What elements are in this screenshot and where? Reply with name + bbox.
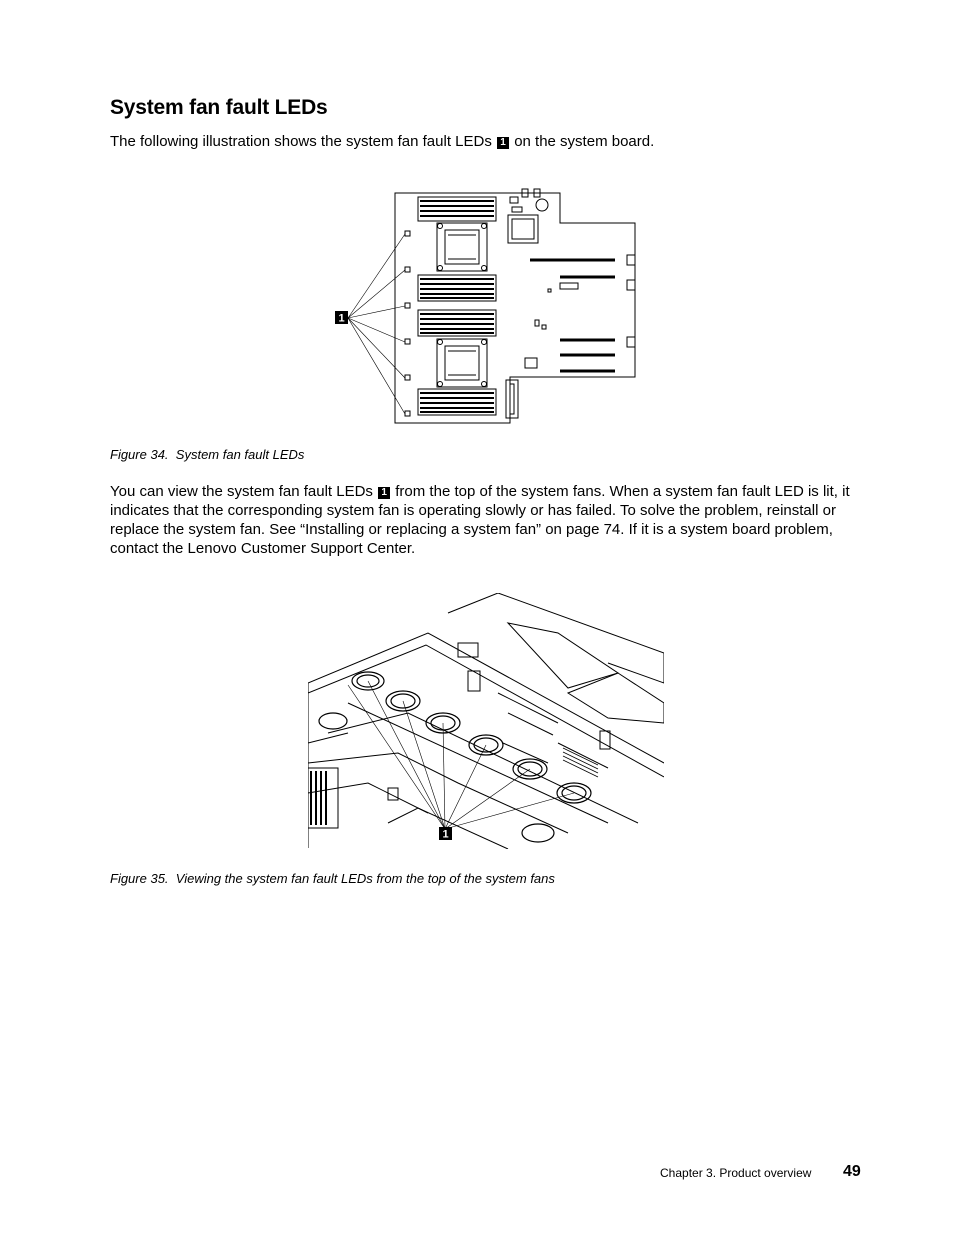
dimm-group-4 [418, 389, 496, 415]
cpu-socket-1 [437, 223, 487, 271]
figure-34-caption-text: System fan fault LEDs [175, 447, 305, 462]
intro-text-before: The following illustration shows the system fan fault LEDs [110, 133, 492, 150]
dimm-group-2 [418, 275, 496, 301]
figure-35-system-fans [308, 593, 664, 849]
figure-35-callout-label: 1 [442, 828, 449, 841]
system-fans-illustration [308, 593, 664, 849]
callout-badge: 1 [378, 487, 390, 499]
cpu-socket-2 [437, 339, 487, 387]
dimm-group-3 [418, 310, 496, 336]
fan-fault-led-markers [405, 231, 410, 416]
callout-badge: 1 [497, 137, 509, 149]
body-text-before: You can view the system fan fault LEDs [110, 483, 373, 500]
section-heading: System fan fault LEDs [110, 96, 328, 119]
body-text-after: from the top of the system fans. When a system fan fault LED is lit, it indicates that the corresponding system fan is operating slowly or has failed. To solve the problem, reinstall or replace the system fan. See “Installing or replacing a system fan” on page 74. If it is a system board problem, contact the Lenovo Customer Support Center. [110, 483, 850, 557]
system-board-illustration [330, 185, 640, 425]
figure-34-system-board [330, 185, 640, 425]
callout-leader-lines [348, 234, 405, 414]
intro-text-after: on the system board. [514, 133, 655, 150]
figure-35-caption [110, 871, 555, 886]
figure-34-callout-label: 1 [338, 312, 345, 325]
figure-35-caption-label: Figure 35. [110, 871, 169, 886]
footer-page-number: 49 [843, 1163, 861, 1180]
footer-chapter: Chapter 3. Product overview [660, 1166, 812, 1180]
intro-paragraph [110, 132, 855, 151]
dimm-group-1 [418, 197, 496, 221]
figure-35-caption-text: Viewing the system fan fault LEDs from the top of the system fans [175, 871, 555, 886]
figure-34-caption-label: Figure 34. [110, 447, 169, 462]
body-paragraph [110, 482, 855, 558]
figure-34-caption [110, 447, 304, 462]
